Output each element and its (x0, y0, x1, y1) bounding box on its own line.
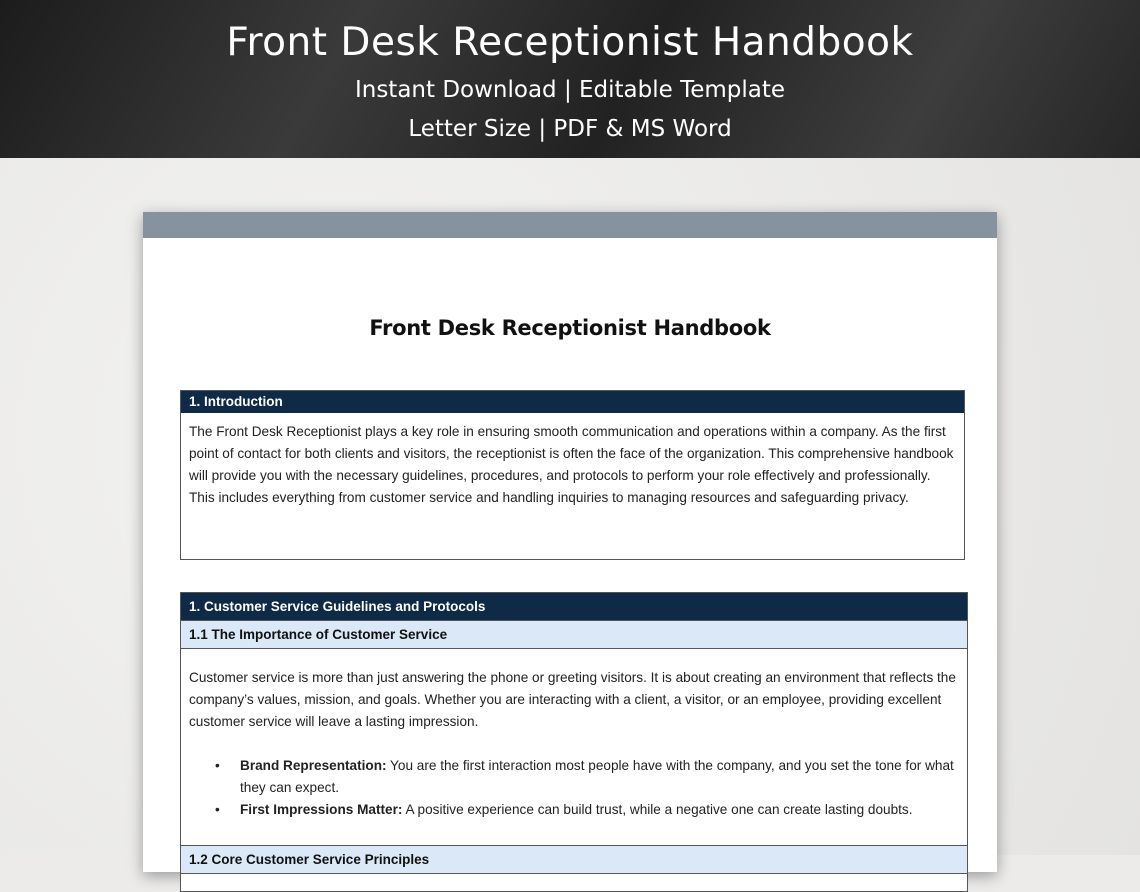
bullet-label: First Impressions Matter: (240, 802, 403, 817)
bullet-text: You are the first interaction most people have with the company, and you set the tone for what they can expect. (240, 758, 954, 795)
bullet-list (189, 755, 959, 821)
banner-subtitle-format: Letter Size | PDF & MS Word (408, 116, 732, 142)
banner-title: Front Desk Receptionist Handbook (226, 20, 914, 65)
bullet-text: A positive experience can build trust, while a negative one can create lasting doubts. (402, 802, 913, 817)
section-heading: 1. Customer Service Guidelines and Protocols (181, 593, 967, 620)
subsection-body: Customer service is more than just answering the phone or greeting visitors. It is about creating an environment that reflects the company’s values, mission, and goals. Whether you are interacting with a client, a visitor, or an employee, providing excellent customer service will leave a lasting impression. (189, 670, 956, 729)
page-header-bar (143, 212, 997, 238)
document-page (143, 212, 997, 872)
section-heading: 1. Introduction (181, 391, 964, 413)
list-item (189, 755, 959, 799)
product-banner (0, 0, 1140, 158)
section-body: The Front Desk Receptionist plays a key role in ensuring smooth communication and operations within a company. As the first point of contact for both clients and visitors, the receptionist is often the face of the organization. This comprehensive handbook will provide you with the necessary guidelines, procedures, and protocols to perform your role effectively and professionally. This includes everything from customer service and handling inquiries to managing resources and safeguarding privacy. (189, 424, 954, 505)
list-item (189, 799, 959, 821)
bullet-label: Brand Representation: (240, 758, 387, 773)
subsection-heading: 1.2 Core Customer Service Principles (181, 845, 967, 874)
subsection-heading: 1.1 The Importance of Customer Service (181, 620, 967, 649)
banner-subtitle: Instant Download | Editable Template (354, 77, 786, 103)
section-customer-service (180, 592, 968, 892)
section-introduction (180, 390, 965, 560)
document-title: Front Desk Receptionist Handbook (369, 316, 771, 340)
